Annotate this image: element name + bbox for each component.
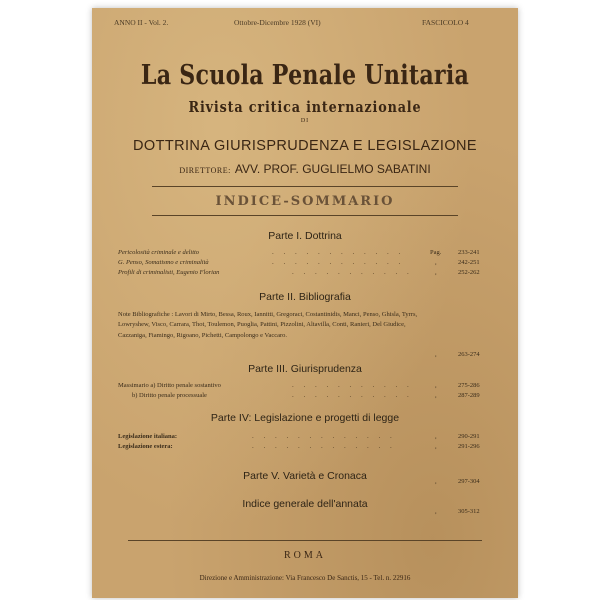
page-prefix: ,	[435, 443, 437, 450]
leader-dots: . . . . . . . . . . . . .	[252, 442, 396, 450]
publication-city: ROMA	[283, 550, 326, 561]
divider-rule	[128, 540, 482, 541]
page-prefix: ,	[435, 478, 437, 485]
part-title-bibliografia: Parte II. Bibliografia	[259, 291, 351, 303]
director-name: AVV. PROF. GUGLIELMO SABATINI	[234, 162, 431, 176]
page-prefix: ,	[435, 433, 437, 440]
journal-cover	[92, 8, 518, 598]
page-prefix: ,	[435, 351, 437, 358]
leader-dots: . . . . . . . . . . . .	[272, 258, 405, 266]
journal-topic: DOTTRINA GIURISPRUDENZA E LEGISLAZIONE	[133, 138, 477, 154]
page-range: 291-296	[458, 443, 480, 450]
issue-date: Ottobre-Dicembre 1928 (VI)	[234, 18, 321, 27]
page-prefix: ,	[435, 259, 437, 266]
divider-rule	[152, 215, 458, 216]
director-line	[92, 160, 518, 178]
page-prefix: ,	[435, 508, 437, 515]
page-range: 242-251	[458, 259, 480, 266]
part-title-dottrina: Parte I. Dottrina	[268, 230, 342, 242]
page-range: 297-304	[458, 478, 480, 485]
leader-dots: . . . . . . . . . . . .	[272, 248, 405, 256]
index-entry: Profili di criminalisti, Eugenio Florian	[118, 269, 220, 276]
index-entry: Massimario a) Diritto penale sostantivo	[118, 382, 221, 389]
index-entry: b) Diritto penale processuale	[132, 392, 207, 399]
part-title-varieta: Parte V. Varietà e Cronaca	[243, 470, 367, 482]
leader-dots: . . . . . . . . . . .	[292, 381, 413, 389]
index-title: INDICE-SOMMARIO	[215, 194, 395, 209]
page-range: 252-262	[458, 269, 480, 276]
page-range: 233-241	[458, 249, 480, 256]
page-range: 290-291	[458, 433, 480, 440]
part-title-legislazione: Parte IV: Legislazione e progetti di legge	[210, 412, 400, 424]
page-prefix: ,	[435, 392, 437, 399]
di-label: DI	[300, 118, 310, 124]
bibliography-note	[118, 310, 428, 341]
page-range: 305-312	[458, 508, 480, 515]
page-prefix: Pag.	[430, 249, 442, 256]
leader-dots: . . . . . . . . . . .	[292, 391, 413, 399]
index-entry: Legislazione estera:	[118, 443, 173, 450]
leader-dots: . . . . . . . . . . .	[292, 268, 413, 276]
volume-label: ANNO II - Vol. 2.	[114, 18, 169, 27]
journal-title: La Scuola Penale Unitaria	[140, 60, 470, 91]
journal-subtitle: Rivista critica internazionale	[188, 98, 422, 116]
page-prefix: ,	[435, 269, 437, 276]
leader-dots: . . . . . . . . . . . . .	[252, 432, 396, 440]
index-entry: Legislazione italiana:	[118, 433, 178, 440]
index-entry: Pericolosità criminale e delitto	[118, 249, 200, 256]
page-range: 287-289	[458, 392, 480, 399]
divider-rule	[152, 186, 458, 187]
part-title-indice-generale: Indice generale dell'annata	[242, 498, 368, 510]
index-entry: G. Penso, Somatismo e criminalità	[118, 259, 209, 266]
director-label: DIRETTORE:	[179, 166, 231, 175]
part-title-giurisprudenza: Parte III. Giurisprudenza	[248, 363, 362, 375]
page-range: 275-286	[458, 382, 480, 389]
publisher-address: Direzione e Amministrazione: Via Francesco De Sanctis, 15 - Tel. n. 22916	[199, 574, 411, 582]
note-label: Note Bibliografiche :	[118, 311, 174, 318]
note-text: Lavori di Mirto, Bessa, Roux, Iannitti, Gregoraci, Costantinidis, Manci, Penso, Ghisla, Tyrrs, Lowryshew, Visco, Carrara, Thot, Toulemon, Puoglia, Pattini, Pizzolini, Altavilla, Conti, Ranieri, Del Giudice, Cazzaniga, Fiamingo, Rigoano, Pichetti, Campolongo e Vaccaro.	[118, 311, 418, 339]
fascicolo-label: FASCICOLO 4	[422, 18, 469, 27]
page-prefix: ,	[435, 382, 437, 389]
page-range: 263-274	[458, 351, 480, 358]
